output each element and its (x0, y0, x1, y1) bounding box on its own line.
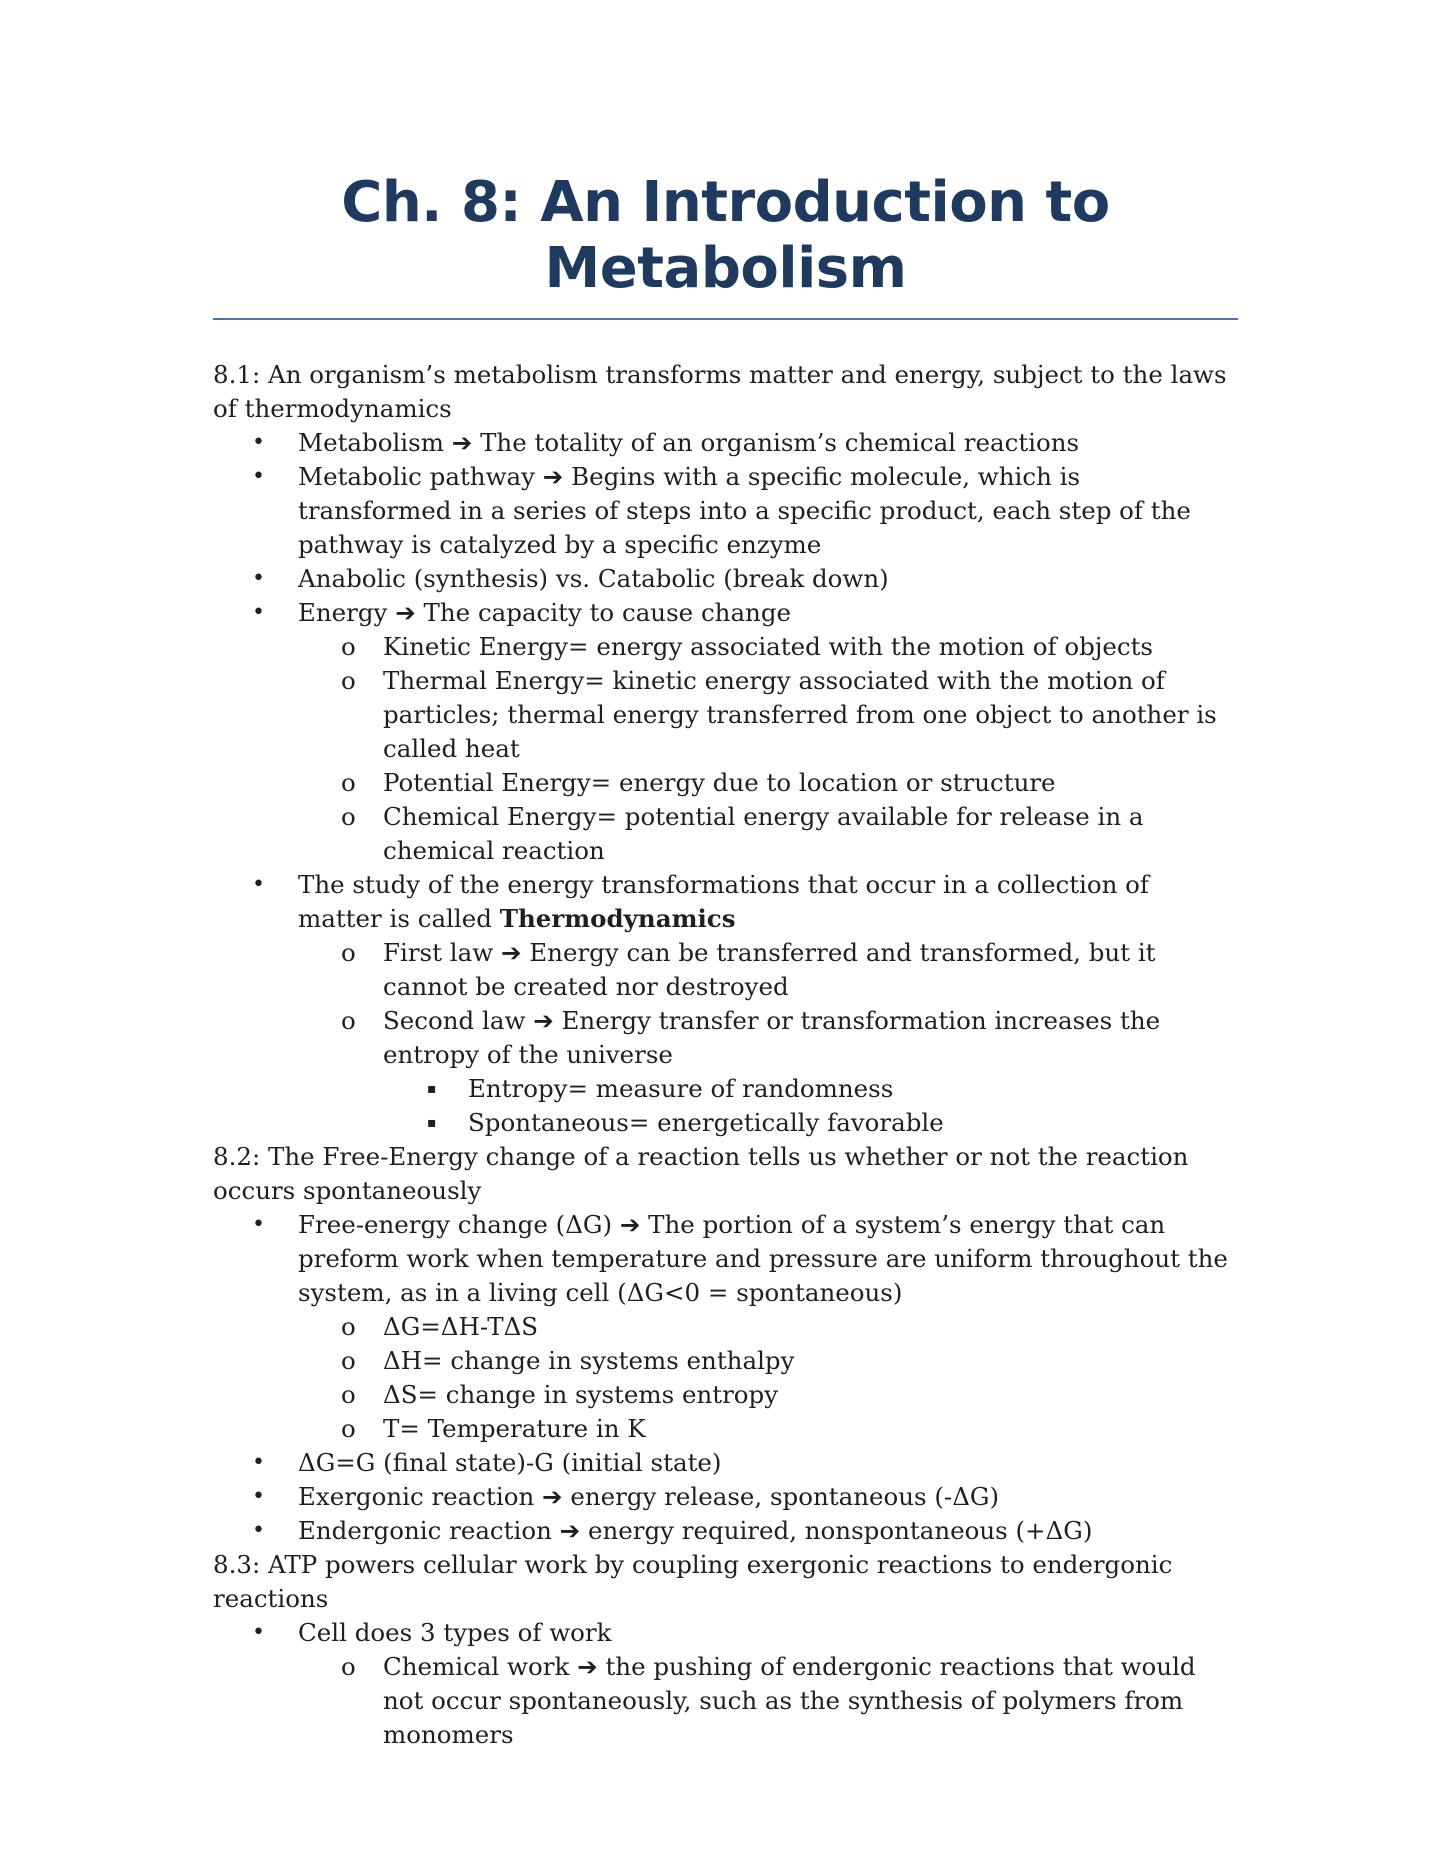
list-item (213, 1480, 1238, 1514)
definition: Begins with a specific molecule, which is transformed in a series of steps into a specific product, each step of the pathway is catalyzed by a specific enzyme (298, 462, 1191, 559)
item-text: Thermal Energy= kinetic energy associated with the motion of particles; thermal energy transferred from one object to another is called heat (383, 666, 1217, 763)
term: Exergonic reaction (298, 1482, 535, 1511)
circle-bullet-icon: o (341, 938, 356, 967)
sub-sub-list-item (383, 1106, 1238, 1140)
item-text: Potential Energy= energy due to location or structure (383, 768, 1056, 797)
definition: energy required, nonspontaneous (+ΔG) (588, 1516, 1093, 1545)
definition: energy release, spontaneous (-ΔG) (570, 1482, 1000, 1511)
circle-bullet-icon: o (341, 802, 356, 831)
sub-list-item (298, 1412, 1238, 1446)
document-page (213, 170, 1238, 1752)
bold-term: Thermodynamics (499, 904, 736, 933)
sub-list-item (298, 1310, 1238, 1344)
arrow-icon: ➔ (577, 1652, 598, 1681)
bullet-list (213, 1616, 1238, 1752)
circle-bullet-icon: o (341, 1652, 356, 1681)
item-text: Entropy= measure of randomness (468, 1074, 894, 1103)
arrow-icon: ➔ (451, 428, 473, 457)
page-title: Ch. 8: An Introduction to Metabolism (213, 170, 1238, 320)
bullet-list (213, 426, 1238, 1140)
term: Chemical work (383, 1652, 570, 1681)
sub-sub-list (383, 1072, 1238, 1140)
sub-list-item (298, 1344, 1238, 1378)
arrow-icon: ➔ (619, 1210, 641, 1239)
list-item (213, 460, 1238, 562)
list-item (213, 426, 1238, 460)
item-text: Anabolic (synthesis) vs. Catabolic (break down) (298, 564, 889, 593)
sub-list (298, 630, 1238, 868)
sub-list-item (298, 664, 1238, 766)
circle-bullet-icon: o (341, 768, 356, 797)
square-bullet-icon: ▪ (427, 1081, 437, 1097)
definition: The totality of an organism’s chemical reactions (480, 428, 1080, 457)
term: Second law (383, 1006, 526, 1035)
definition: The capacity to cause change (423, 598, 792, 627)
sub-list (298, 1310, 1238, 1446)
arrow-icon: ➔ (542, 462, 564, 491)
list-item (213, 1446, 1238, 1480)
item-text: ΔG=ΔH-TΔS (383, 1312, 539, 1341)
item-text: ΔS= change in systems entropy (383, 1380, 779, 1409)
sub-list-item (298, 1004, 1238, 1140)
definition: Energy transfer or transformation increases the entropy of the universe (383, 1006, 1161, 1069)
list-item (213, 1616, 1238, 1752)
term: Free-energy change (ΔG) (298, 1210, 613, 1239)
arrow-icon: ➔ (395, 598, 416, 627)
arrow-icon: ➔ (500, 938, 522, 967)
term: Metabolic pathway (298, 462, 535, 491)
circle-bullet-icon: o (341, 632, 356, 661)
item-text: The study of the energy transformations that occur in a collection of matter is called (298, 870, 1150, 933)
list-item (213, 1208, 1238, 1446)
section-heading: 8.3: ATP powers cellular work by coupling exergonic reactions to endergonic reactions (213, 1550, 1173, 1613)
item-text: Kinetic Energy= energy associated with the motion of objects (383, 632, 1153, 661)
item-text: Cell does 3 types of work (298, 1618, 612, 1647)
list-item (213, 562, 1238, 596)
list-item (213, 1514, 1238, 1548)
term: Metabolism (298, 428, 444, 457)
sub-sub-list-item (383, 1072, 1238, 1106)
definition: The portion of a system’s energy that can preform work when temperature and pressure are uniform throughout the system, as in a living cell (ΔG<0 = spontaneous) (298, 1210, 1228, 1307)
circle-bullet-icon: o (341, 1414, 356, 1443)
section-heading: 8.1: An organism’s metabolism transforms matter and energy, subject to the laws of thermodynamics (213, 360, 1227, 423)
item-text: ΔG=G (final state)-G (initial state) (298, 1448, 722, 1477)
sub-list-item (298, 766, 1238, 800)
sub-list-item (298, 1650, 1238, 1752)
sub-list-item (298, 630, 1238, 664)
list-item (213, 868, 1238, 1140)
circle-bullet-icon: o (341, 1346, 356, 1375)
sub-list-item (298, 1378, 1238, 1412)
definition: Energy can be transferred and transformed, but it cannot be created nor destroyed (383, 938, 1156, 1001)
arrow-icon: ➔ (559, 1516, 581, 1545)
circle-bullet-icon: o (341, 666, 356, 695)
term: Endergonic reaction (298, 1516, 552, 1545)
arrow-icon: ➔ (533, 1006, 554, 1035)
arrow-icon: ➔ (542, 1482, 563, 1511)
item-text: ΔH= change in systems enthalpy (383, 1346, 795, 1375)
definition: the pushing of endergonic reactions that would not occur spontaneously, such as the synthesis of polymers from monomers (383, 1652, 1196, 1749)
bullet-list (213, 1208, 1238, 1548)
sub-list-item (298, 936, 1238, 1004)
circle-bullet-icon: o (341, 1312, 356, 1341)
sub-list (298, 1650, 1238, 1752)
circle-bullet-icon: o (341, 1380, 356, 1409)
term: First law (383, 938, 494, 967)
notes-body (213, 358, 1238, 1752)
item-text: Chemical Energy= potential energy available for release in a chemical reaction (383, 802, 1144, 865)
sub-list-item (298, 800, 1238, 868)
section-heading: 8.2: The Free-Energy change of a reaction tells us whether or not the reaction occurs spontaneously (213, 1142, 1189, 1205)
square-bullet-icon: ▪ (427, 1115, 437, 1131)
sub-list (298, 936, 1238, 1140)
item-text: Spontaneous= energetically favorable (468, 1108, 944, 1137)
list-item (213, 596, 1238, 868)
term: Energy (298, 598, 388, 627)
item-text: T= Temperature in K (383, 1414, 646, 1443)
circle-bullet-icon: o (341, 1006, 356, 1035)
